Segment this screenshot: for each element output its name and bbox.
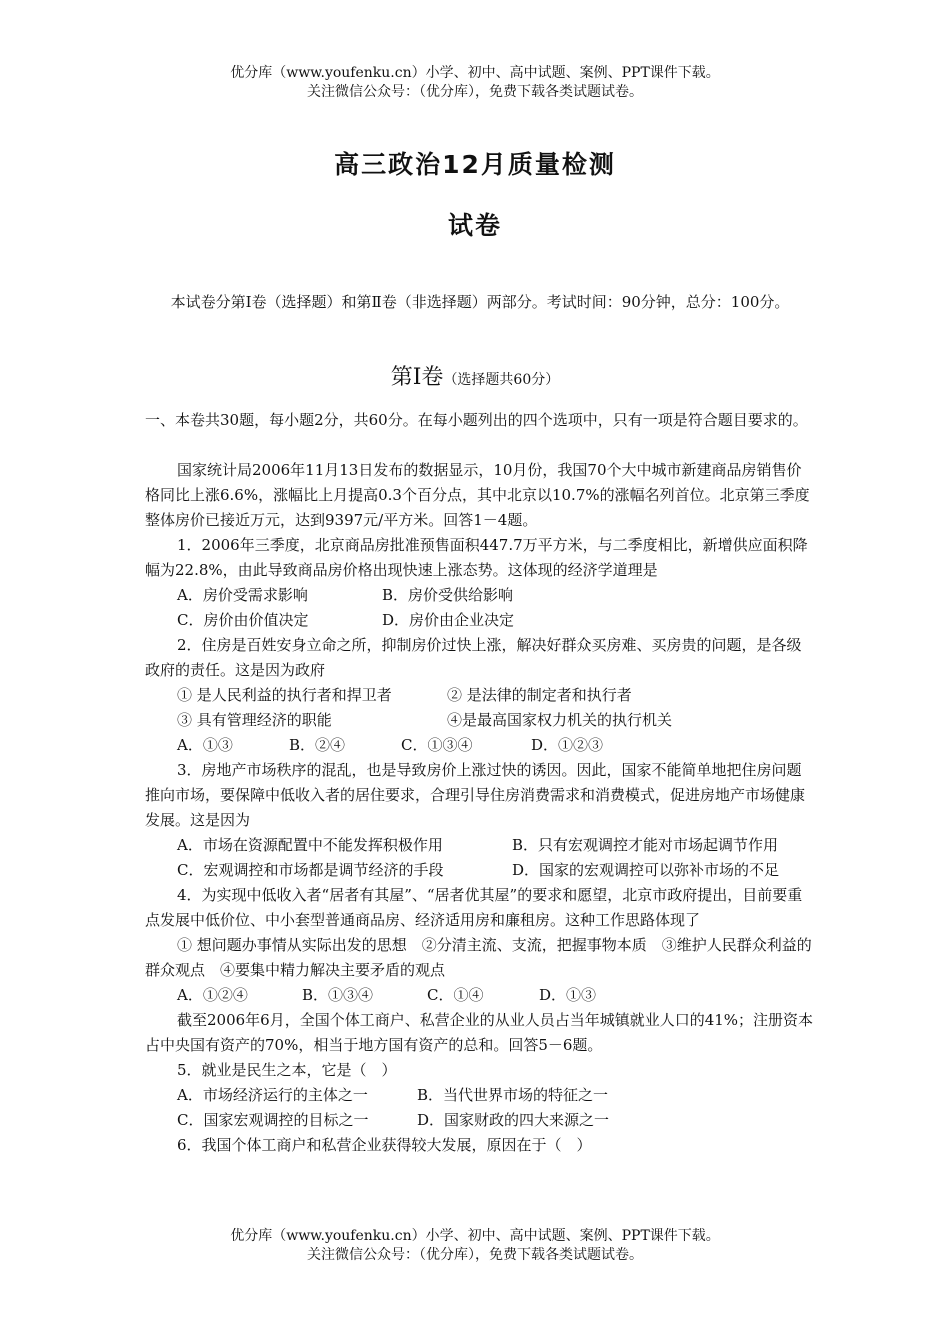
exam-intro: 本试卷分第Ⅰ卷（选择题）和第Ⅱ卷（非选择题）两部分。考试时间：90分钟，总分：100分。: [170, 293, 790, 311]
header-line-2: 关注微信公众号：（优分库），免费下载各类试题试卷。: [307, 84, 643, 100]
question-2-statements-row-2: [145, 708, 815, 733]
q5-option-a: A．市场经济运行的主体之一: [177, 1086, 368, 1104]
q4-option-d: D．①③: [539, 986, 597, 1004]
material-1: 国家统计局2006年11月13日发布的数据显示，10月份，我国70个大中城市新建商品房销售价格同比上涨6.6%，涨幅比上月提高0.3个百分点，其中北京以10.7%的涨幅名列首位。北京第三季度整体房价已接近万元，达到9397元/平方米。回答1－4题。: [145, 461, 810, 529]
q3-option-c: C．宏观调控和市场都是调节经济的手段: [177, 861, 444, 879]
question-2-statements-row-1: [145, 683, 815, 708]
document-subtitle: 试卷: [447, 211, 502, 240]
question-4-options: [145, 983, 815, 1008]
q2-option-a: A．①③: [177, 736, 233, 754]
question-5-options-row-2: [145, 1108, 815, 1133]
section-heading: [0, 360, 950, 391]
question-1-options-row-2: [145, 608, 815, 633]
section-note: （选择题共60分）: [443, 372, 560, 388]
q2-option-d: D．①②③: [531, 736, 604, 754]
q2-option-b: B．②④: [289, 736, 346, 754]
q4-option-c: C．①④: [427, 986, 484, 1004]
q2-statement-1: ① 是人民利益的执行者和捍卫者: [177, 686, 392, 704]
document-title: 高三政治12月质量检测: [334, 150, 616, 179]
question-3-options-row-1: [145, 833, 815, 858]
header-line-1: 优分库（www.youfenku.cn）小学、初中、高中试题、案例、PPT课件下载。: [230, 65, 720, 81]
q2-option-c: C．①③④: [401, 736, 473, 754]
material-2: 截至2006年6月，全国个体工商户、私营企业的从业人员占当年城镇就业人口的41%；注册资本占中央国有资产的70%，相当于地方国有资产的总和。回答5－6题。: [145, 1011, 814, 1054]
question-5-stem: 5．就业是民生之本，它是（ ）: [177, 1061, 397, 1079]
q3-option-a: A．市场在资源配置中不能发挥积极作用: [177, 836, 443, 854]
question-3-options-row-2: [145, 858, 815, 883]
question-4-stem: 4．为实现中低收入者“居者有其屋”、“居者优其屋”的要求和愿望，北京市政府提出，目前要重点发展中低价位、中小套型普通商品房、经济适用房和廉租房。这种工作思路体现了: [145, 886, 803, 929]
question-1-options-row-1: [145, 583, 815, 608]
section-name: 第Ⅰ卷: [390, 365, 444, 390]
question-2-stem: 2．住房是百姓安身立命之所，抑制房价过快上涨，解决好群众买房难、买房贵的问题，是各级政府的责任。这是因为政府: [145, 636, 802, 679]
q3-option-b: B．只有宏观调控才能对市场起调节作用: [512, 836, 779, 854]
question-2-options: [145, 733, 815, 758]
q2-statement-3: ③ 具有管理经济的职能: [177, 711, 332, 729]
q2-statement-2: ② 是法律的制定者和执行者: [447, 686, 632, 704]
q2-statement-4: ④是最高国家权力机关的执行机关: [447, 711, 673, 729]
page-footer: [0, 1227, 950, 1265]
q4-option-a: A．①②④: [177, 986, 248, 1004]
q5-option-c: C．国家宏观调控的目标之一: [177, 1111, 369, 1129]
page-header: [0, 64, 950, 102]
q4-option-b: B．①③④: [302, 986, 374, 1004]
q1-option-a: A．房价受需求影响: [177, 586, 308, 604]
q5-option-d: D．国家财政的四大来源之一: [417, 1111, 610, 1129]
question-1-stem: 1．2006年三季度，北京商品房批准预售面积447.7万平方米，与二季度相比，新增供应面积降幅为22.8%，由此导致商品房价格出现快速上涨态势。这体现的经济学道理是: [145, 536, 808, 579]
question-5-options-row-1: [145, 1083, 815, 1108]
instructions: 一、本卷共30题，每小题2分，共60分。在每小题列出的四个选项中，只有一项是符合题目要求的。: [145, 411, 808, 429]
footer-line-1: 优分库（www.youfenku.cn）小学、初中、高中试题、案例、PPT课件下载。: [230, 1228, 720, 1244]
exam-body: [145, 408, 815, 1158]
footer-line-2: 关注微信公众号：（优分库），免费下载各类试题试卷。: [307, 1247, 643, 1263]
q1-option-d: D．房价由企业决定: [382, 611, 515, 629]
question-6-stem: 6．我国个体工商户和私营企业获得较大发展，原因在于（ ）: [177, 1136, 592, 1154]
q5-option-b: B．当代世界市场的特征之一: [417, 1086, 609, 1104]
question-4-statements: ① 想问题办事情从实际出发的思想 ②分清主流、支流，把握事物本质 ③维护人民群众利益的群众观点 ④要集中精力解决主要矛盾的观点: [145, 936, 812, 979]
question-3-stem: 3．房地产市场秩序的混乱，也是导致房价上涨过快的诱因。因此，国家不能简单地把住房问题推向市场，要保障中低收入者的居住要求，合理引导住房消费需求和消费模式，促进房地产市场健康发展。这是因为: [145, 761, 806, 829]
q3-option-d: D．国家的宏观调控可以弥补市场的不足: [512, 861, 780, 879]
q1-option-b: B．房价受供给影响: [382, 586, 514, 604]
q1-option-c: C．房价由价值决定: [177, 611, 309, 629]
